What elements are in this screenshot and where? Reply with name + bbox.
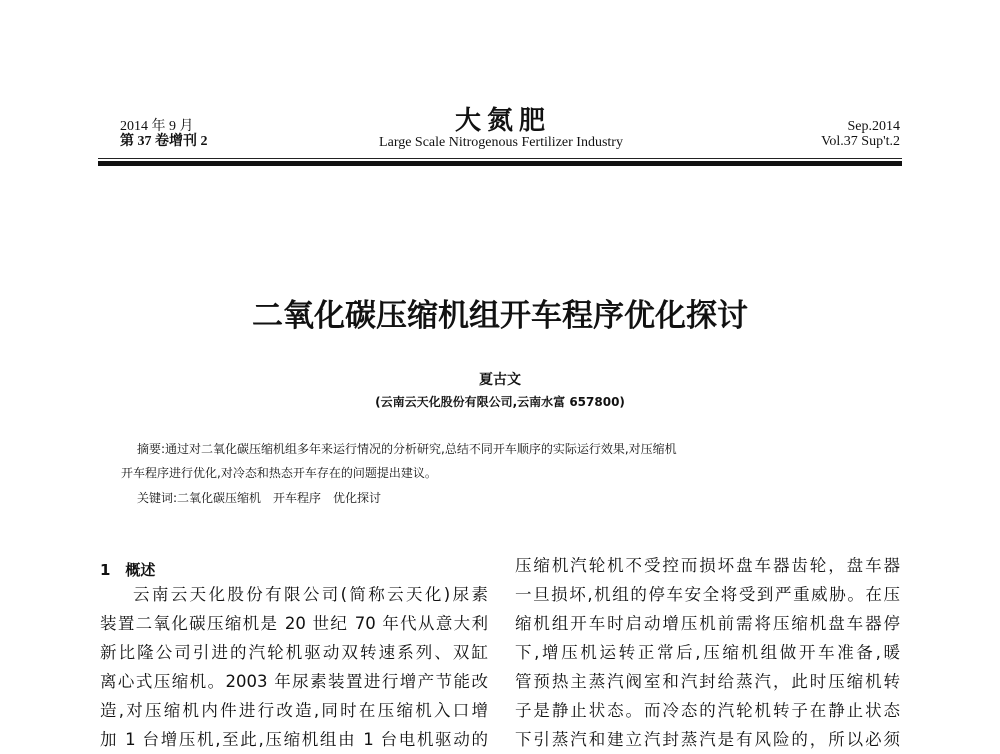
body-line: 装置二氧化碳压缩机是 20 世纪 70 年代从意大利	[100, 614, 488, 633]
body-line: 下,增压机运转正常后,压缩机组做开车准备,暖	[515, 643, 900, 662]
header-issue-en: Vol.37 Sup't.2	[821, 134, 900, 149]
paper-title: 二氧化碳压缩机组开车程序优化探讨	[252, 298, 748, 334]
body-line: 新比隆公司引进的汽轮机驱动双转速系列、双缸	[100, 643, 488, 662]
header-date-cn: 2014 年 9 月	[120, 119, 194, 134]
body-line: 一旦损坏,机组的停车安全将受到严重威胁。在压	[515, 585, 900, 604]
header-rule-thick	[98, 161, 902, 166]
header-rule-thin	[98, 158, 902, 159]
header-date-en: Sep.2014	[847, 119, 900, 134]
affiliation: (云南云天化股份有限公司,云南水富 657800)	[375, 395, 625, 409]
body-line: 离心式压缩机。2003 年尿素装置进行增产节能改	[100, 672, 488, 691]
abstract-line-2: 开车程序进行优化,对冷态和热态开车存在的问题提出建议。	[121, 466, 437, 480]
body-line: 造,对压缩机内件进行改造,同时在压缩机入口增	[100, 701, 488, 720]
body-line: 管预热主蒸汽阀室和汽封给蒸汽，此时压缩机转	[515, 672, 900, 691]
keywords: 关键词:二氧化碳压缩机 开车程序 优化探讨	[137, 491, 382, 505]
body-line: 压缩机汽轮机不受控而损坏盘车器齿轮，盘车器	[515, 556, 900, 575]
body-line: 下引蒸汽和建立汽封蒸汽是有风险的，所以必须	[515, 730, 900, 749]
journal-name-en: Large Scale Nitrogenous Fertilizer Industry	[379, 135, 623, 150]
journal-logo: 大氮肥	[455, 106, 552, 136]
body-line: 缩机组开车时启动增压机前需将压缩机盘车器停	[515, 614, 900, 633]
header-issue-cn: 第 37 卷增刊 2	[120, 134, 208, 149]
body-line: 云南云天化股份有限公司(简称云天化)尿素	[133, 585, 488, 604]
body-line: 子是静止状态。而冷态的汽轮机转子在静止状态	[515, 701, 900, 720]
abstract-line-1: 摘要:通过对二氧化碳压缩机组多年来运行情况的分析研究,总结不同开车顺序的实际运行效果,对压缩机	[137, 442, 677, 456]
section-heading: 1 概述	[100, 561, 156, 579]
author: 夏古文	[479, 372, 521, 388]
body-line: 加 1 台增压机,至此,压缩机组由 1 台电机驱动的	[100, 730, 488, 749]
